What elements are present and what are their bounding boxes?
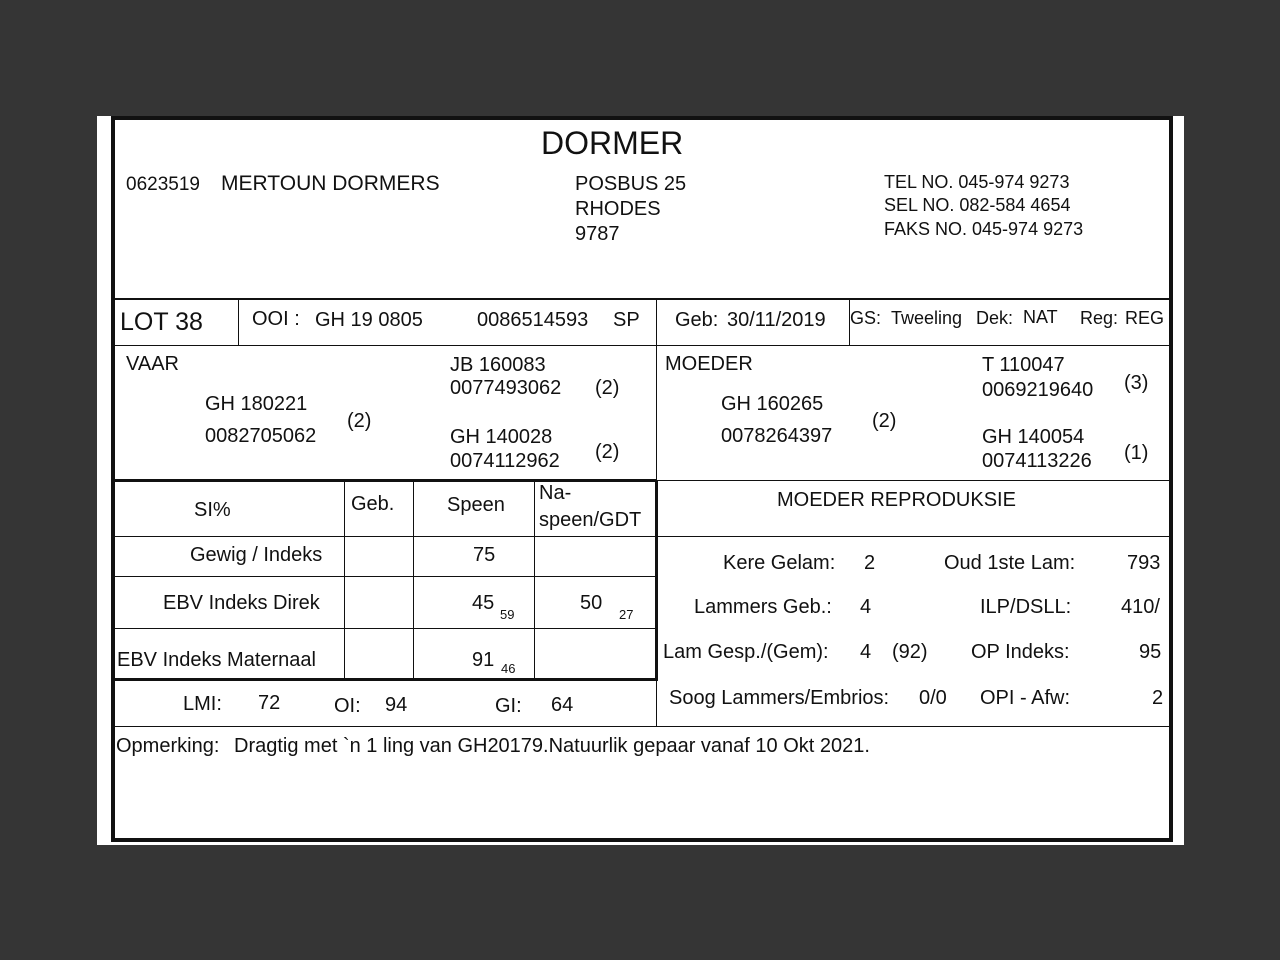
vrule-naspeen <box>534 482 535 679</box>
dek-value: NAT <box>1023 307 1058 327</box>
vaar-count: (2) <box>347 410 372 432</box>
lot-number: LOT 38 <box>120 308 203 336</box>
ooi-id: GH 19 0805 <box>315 309 423 331</box>
ebv-direk-speen: 45 <box>472 592 495 614</box>
breeder-number: 0623519 <box>126 174 200 195</box>
sel-number: SEL NO. 082-584 4654 <box>884 195 1071 215</box>
vrule-speen <box>413 482 414 679</box>
vaar-sire-number: 0077493062 <box>450 377 562 399</box>
header-si: SI% <box>194 499 231 521</box>
breed-title: DORMER <box>541 125 684 161</box>
vaar-dam-number: 0074112962 <box>450 450 560 472</box>
rule-pedigree <box>111 479 657 482</box>
rule-perf-header <box>111 536 657 537</box>
rule-indices <box>111 726 1173 727</box>
row-label-ebv-maternaal: EBV Indeks Maternaal <box>117 649 316 671</box>
gs-value: Tweeling <box>891 308 963 328</box>
ooi-suffix: SP <box>613 309 640 331</box>
header-geb: Geb. <box>351 493 395 515</box>
rule-lot <box>111 345 1173 346</box>
vaar-id: GH 180221 <box>205 393 308 415</box>
moeder-dam-count: (1) <box>1124 442 1149 464</box>
lammers-geb-value: 4 <box>860 596 872 618</box>
address-line-2: RHODES <box>575 198 661 220</box>
moeder-number: 0078264397 <box>721 425 833 447</box>
lmi-label: LMI: <box>183 693 222 715</box>
frame-right <box>1169 116 1173 838</box>
lam-gesp-gem: (92) <box>892 641 928 663</box>
moeder-sire-number: 0069219640 <box>982 379 1094 401</box>
row-label-gewig: Gewig / Indeks <box>190 544 323 566</box>
opi-value: 2 <box>1152 687 1164 709</box>
soog-value: 0/0 <box>919 687 947 709</box>
moeder-sire-count: (3) <box>1124 372 1149 394</box>
ilp-label: ILP/DSLL: <box>980 596 1072 618</box>
opi-label: OPI - Afw: <box>980 687 1071 709</box>
row-label-ebv-direk: EBV Indeks Direk <box>163 592 320 614</box>
oi-value: 94 <box>385 694 408 716</box>
frame-bottom <box>111 838 1173 842</box>
ebv-direk-naspeen-sub: 27 <box>619 607 634 622</box>
gewig-speen: 75 <box>473 544 496 566</box>
ooi-label: OOI : <box>252 308 300 330</box>
vaar-dam-id: GH 140028 <box>450 426 553 448</box>
moeder-dam-id: GH 140054 <box>982 426 1085 448</box>
lammers-geb-label: Lammers Geb.: <box>694 596 832 618</box>
vrule-perf-right <box>655 481 658 681</box>
frame-left <box>111 116 115 838</box>
lot-card <box>97 116 1184 845</box>
ebv-maternaal-speen-sub: 46 <box>501 661 516 676</box>
ooi-number: 0086514593 <box>477 309 589 331</box>
kere-gelam-value: 2 <box>864 552 876 574</box>
frame-top <box>111 116 1171 120</box>
lam-gesp-label: Lam Gesp./(Gem): <box>663 641 829 663</box>
gi-label: GI: <box>495 695 522 717</box>
oud-label: Oud 1ste Lam: <box>944 552 1076 574</box>
header-naspeen-line2: speen/GDT <box>539 509 642 531</box>
vrule-geb <box>344 482 345 679</box>
faks-number: FAKS NO. 045-974 9273 <box>884 219 1084 239</box>
ilp-value: 410/ <box>1121 596 1160 618</box>
ebv-direk-naspeen: 50 <box>580 592 603 614</box>
vaar-sire-id: JB 160083 <box>450 354 546 376</box>
reg-value: REG <box>1125 308 1165 328</box>
moeder-label: MOEDER <box>665 353 753 375</box>
breeder-name: MERTOUN DORMERS <box>221 172 440 195</box>
vaar-sire-count: (2) <box>595 377 620 399</box>
rule-row1 <box>111 576 657 577</box>
op-label: OP Indeks: <box>971 641 1070 663</box>
remark-text: Dragtig met `n 1 ling van GH20179.Natuurlik gepaar vanaf 10 Okt 2021. <box>234 735 870 757</box>
vaar-number: 0082705062 <box>205 425 317 447</box>
soog-label: Soog Lammers/Embrios: <box>669 687 890 709</box>
moeder-id: GH 160265 <box>721 393 824 415</box>
moeder-count: (2) <box>872 410 897 432</box>
tel-number: TEL NO. 045-974 9273 <box>884 172 1070 192</box>
rule-repro-header <box>657 536 1173 537</box>
op-value: 95 <box>1139 641 1162 663</box>
remark-label: Opmerking: <box>116 735 220 757</box>
geb-date: 30/11/2019 <box>727 309 826 331</box>
rule-row3 <box>111 678 657 681</box>
rule-header <box>111 298 1173 300</box>
moeder-sire-id: T 110047 <box>982 354 1065 376</box>
reg-label: Reg: <box>1080 308 1119 328</box>
lam-gesp-value: 4 <box>860 641 872 663</box>
ebv-maternaal-speen: 91 <box>472 649 495 671</box>
vaar-dam-count: (2) <box>595 441 620 463</box>
rule-pedigree-right <box>657 480 1173 481</box>
rule-row2 <box>111 628 657 629</box>
address-line-1: POSBUS 25 <box>575 173 687 195</box>
gs-label: GS: <box>850 308 882 328</box>
address-line-3: 9787 <box>575 223 620 245</box>
dek-label: Dek: <box>976 308 1014 328</box>
kere-gelam-label: Kere Gelam: <box>723 552 836 574</box>
oud-value: 793 <box>1127 552 1161 574</box>
gi-value: 64 <box>551 694 574 716</box>
repro-title: MOEDER REPRODUKSIE <box>777 489 1016 511</box>
lmi-value: 72 <box>258 692 281 714</box>
vaar-label: VAAR <box>126 353 179 375</box>
moeder-dam-number: 0074113226 <box>982 450 1092 472</box>
header-naspeen-line1: Na- <box>539 482 572 504</box>
vrule-lot <box>238 299 239 346</box>
header-speen: Speen <box>447 494 505 516</box>
ebv-direk-speen-sub: 59 <box>500 607 515 622</box>
geb-label: Geb: <box>675 309 719 331</box>
oi-label: OI: <box>334 695 361 717</box>
